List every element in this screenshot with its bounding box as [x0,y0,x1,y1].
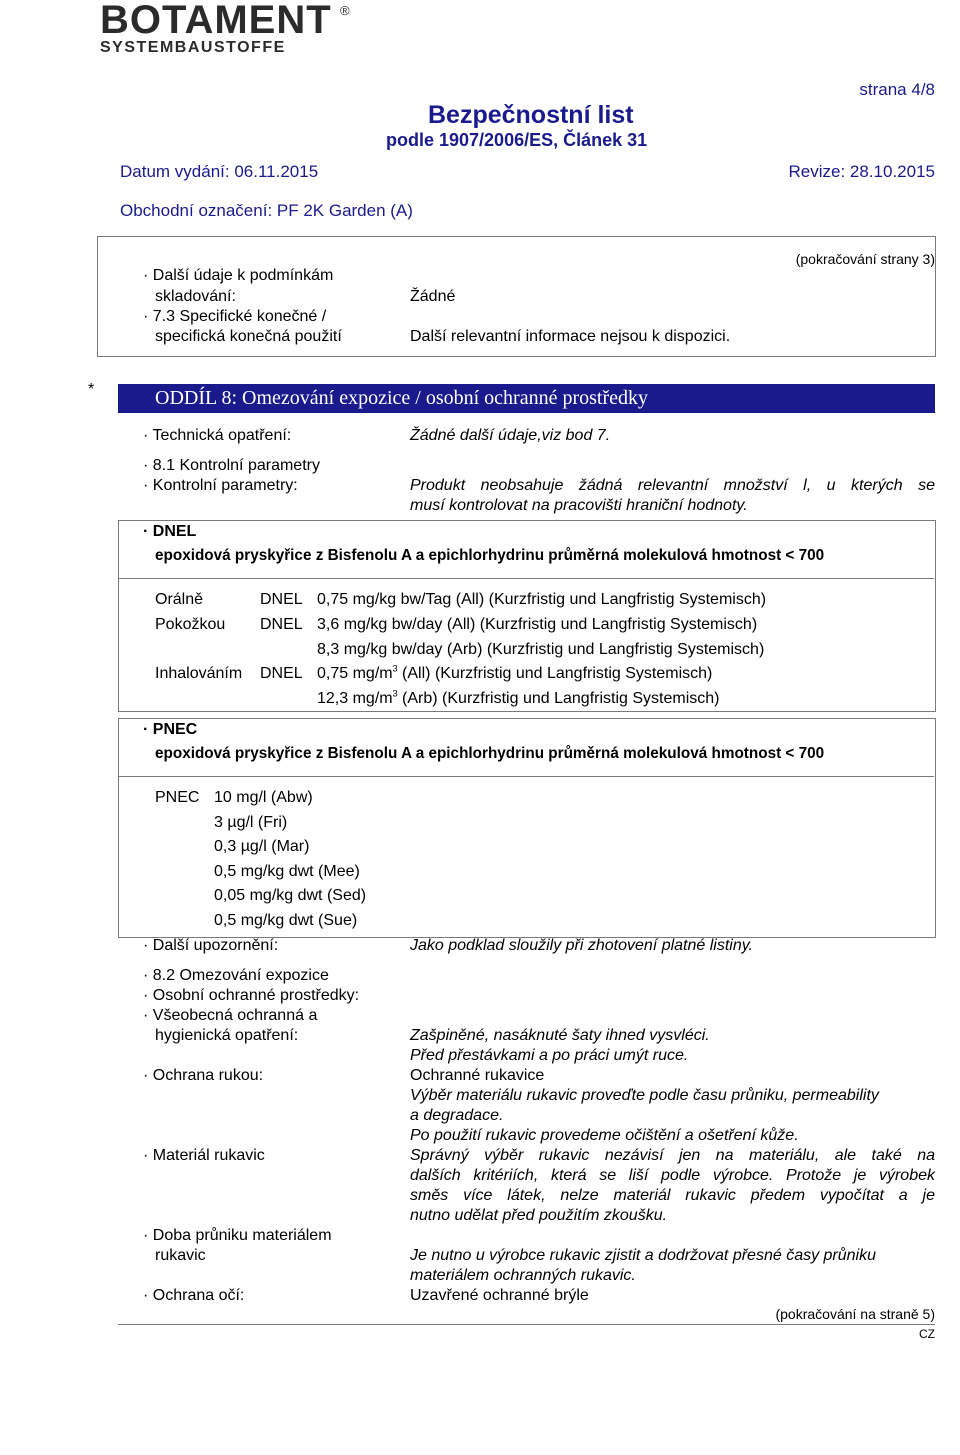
hygiene-value-1: Zašpiněné, nasáknuté šaty ihned vysvléci. [410,1027,710,1044]
dnel-value: 0,75 mg/kg bw/Tag (All) (Kurzfristig und Langfristig Systemisch) [317,591,767,608]
breakthrough-label-2: rukavic [155,1247,206,1264]
pnec-value: 0,05 mg/kg dwt (Sed) [214,887,367,904]
dnel-divider [118,578,934,579]
language-code: CZ [919,1327,935,1341]
dnel-type: DNEL [260,591,303,608]
breakthrough-value-1: Je nutno u výrobce rukavic zjistit a dodržovat přesné časy průniku [410,1247,877,1264]
page-number: strana 4/8 [859,80,935,99]
trade-name: Obchodní označení: PF 2K Garden (A) [120,201,413,220]
hands-value-2: Výběr materiálu rukavic proveďte podle času průniku, permeability [410,1087,879,1104]
dnel-type: DNEL [260,665,303,682]
dnel-value-a: 0,75 mg/m [317,665,393,682]
registered-mark: ® [340,3,350,18]
dnel-value-b: (Arb) (Kurzfristig und Langfristig Systemisch) [397,690,720,707]
breakthrough-value-2: materiálem ochranných rukavic. [410,1267,636,1284]
dnel-value [317,689,719,709]
pnec-divider [118,776,934,777]
specific-use-label-1: · 7.3 Specifické konečné / [143,308,327,325]
dnel-value-sup: 3 [392,663,398,674]
control-heading: · 8.1 Kontrolní parametry [143,457,320,474]
revision-date: Revize: 28.10.2015 [788,162,935,181]
dnel-value-sup: 3 [392,688,398,699]
continued-from: (pokračování strany 3) [795,251,935,267]
dnel-value [317,664,712,684]
continued-next: (pokračování na straně 5) [775,1306,935,1322]
dnel-type: DNEL [260,616,303,633]
hands-label: · Ochrana rukou: [143,1067,264,1084]
storage-label-2: skladování: [155,288,236,305]
pnec-substance: epoxidová pryskyřice z Bisfenolu A a epichlorhydrinu průměrná molekulová hmotnost < 700 [155,745,825,762]
pnec-value: 0,5 mg/kg dwt (Sue) [214,912,358,929]
dnel-value-a: 12,3 mg/m [317,690,393,707]
pnec-value: 0,3 µg/l (Mar) [214,838,310,855]
technical-label: · Technická opatření: [143,427,292,444]
glove-material-label: · Materiál rukavic [143,1147,265,1164]
control-label: · Kontrolní parametry: [143,477,298,494]
hands-value-4: Po použití rukavic provedeme očištění a ošetření kůže. [410,1127,799,1144]
notes-value: Jako podklad sloužily při zhotovení platné listiny. [410,937,753,954]
brand-logo: BOTAMENT [100,0,332,42]
glove-material-value-2: dalších kritériích, která se liší podle výrobce. Protože je výrobek [410,1167,935,1184]
pnec-value: 0,5 mg/kg dwt (Mee) [214,863,360,880]
pnec-value: 3 µg/l (Fri) [214,814,288,831]
glove-material-value-4: nutno udělat před použitím zkoušku. [410,1207,668,1224]
hygiene-value-2: Před přestávkami a po práci umýt ruce. [410,1047,689,1064]
glove-material-value-1: Správný výběr rukavic nezávisí jen na materiálu, ale také na [410,1147,935,1164]
brand-subtitle: SYSTEMBAUSTOFFE [100,39,286,56]
pnec-heading: · PNEC [143,721,198,738]
technical-value: Žádné další údaje,viz bod 7. [410,427,611,444]
exposure-heading: · 8.2 Omezování expozice [143,967,329,984]
hands-value-1: Ochranné rukavice [410,1067,545,1084]
control-value-2: musí kontrolovat na pracovišti hraniční hodnoty. [410,497,748,514]
document-title: Bezpečnostní list [428,101,634,129]
dnel-route: Pokožkou [155,616,226,633]
specific-use-value: Další relevantní informace nejsou k dispozici. [410,328,731,345]
footer-divider [118,1324,935,1325]
eyes-label: · Ochrana očí: [143,1287,245,1304]
hygiene-label-2: hygienická opatření: [155,1027,299,1044]
dnel-value: 3,6 mg/kg bw/day (All) (Kurzfristig und Langfristig Systemisch) [317,616,758,633]
dnel-heading: · DNEL [143,523,197,540]
section8-title: ODDÍL 8: Omezování expozice / osobní ochranné prostředky [155,387,648,409]
specific-use-label-2: specifická konečná použití [155,328,342,345]
hygiene-label-1: · Všeobecná ochranná a [143,1007,318,1024]
revision-asterisk: * [88,381,95,398]
pnec-label: PNEC [155,789,200,806]
breakthrough-label-1: · Doba průniku materiálem [143,1227,332,1244]
dnel-route: Inhalováním [155,665,243,682]
storage-label-1: · Další údaje k podmínkám [143,267,334,284]
ppe-label: · Osobní ochranné prostředky: [143,987,360,1004]
eyes-value: Uzavřené ochranné brýle [410,1287,589,1304]
dnel-route: Orálně [155,591,204,608]
glove-material-value-3: směs více látek, nelze materiál rukavic předem vypočítat a je [410,1187,935,1204]
notes-label: · Další upozornění: [143,937,279,954]
dnel-substance: epoxidová pryskyřice z Bisfenolu A a epichlorhydrinu průměrná molekulová hmotnost < 700 [155,547,825,564]
hands-value-3: a degradace. [410,1107,504,1124]
storage-value: Žádné [410,288,456,305]
dnel-value: 8,3 mg/kg bw/day (Arb) (Kurzfristig und Langfristig Systemisch) [317,641,765,658]
pnec-value: 10 mg/l (Abw) [214,789,313,806]
issue-date: Datum vydání: 06.11.2015 [120,162,319,181]
dnel-value-b: (All) (Kurzfristig und Langfristig Systemisch) [397,665,713,682]
document-subtitle: podle 1907/2006/ES, Článek 31 [386,130,648,150]
control-value-1: Produkt neobsahuje žádná relevantní množství l, u kterých se [410,477,935,494]
